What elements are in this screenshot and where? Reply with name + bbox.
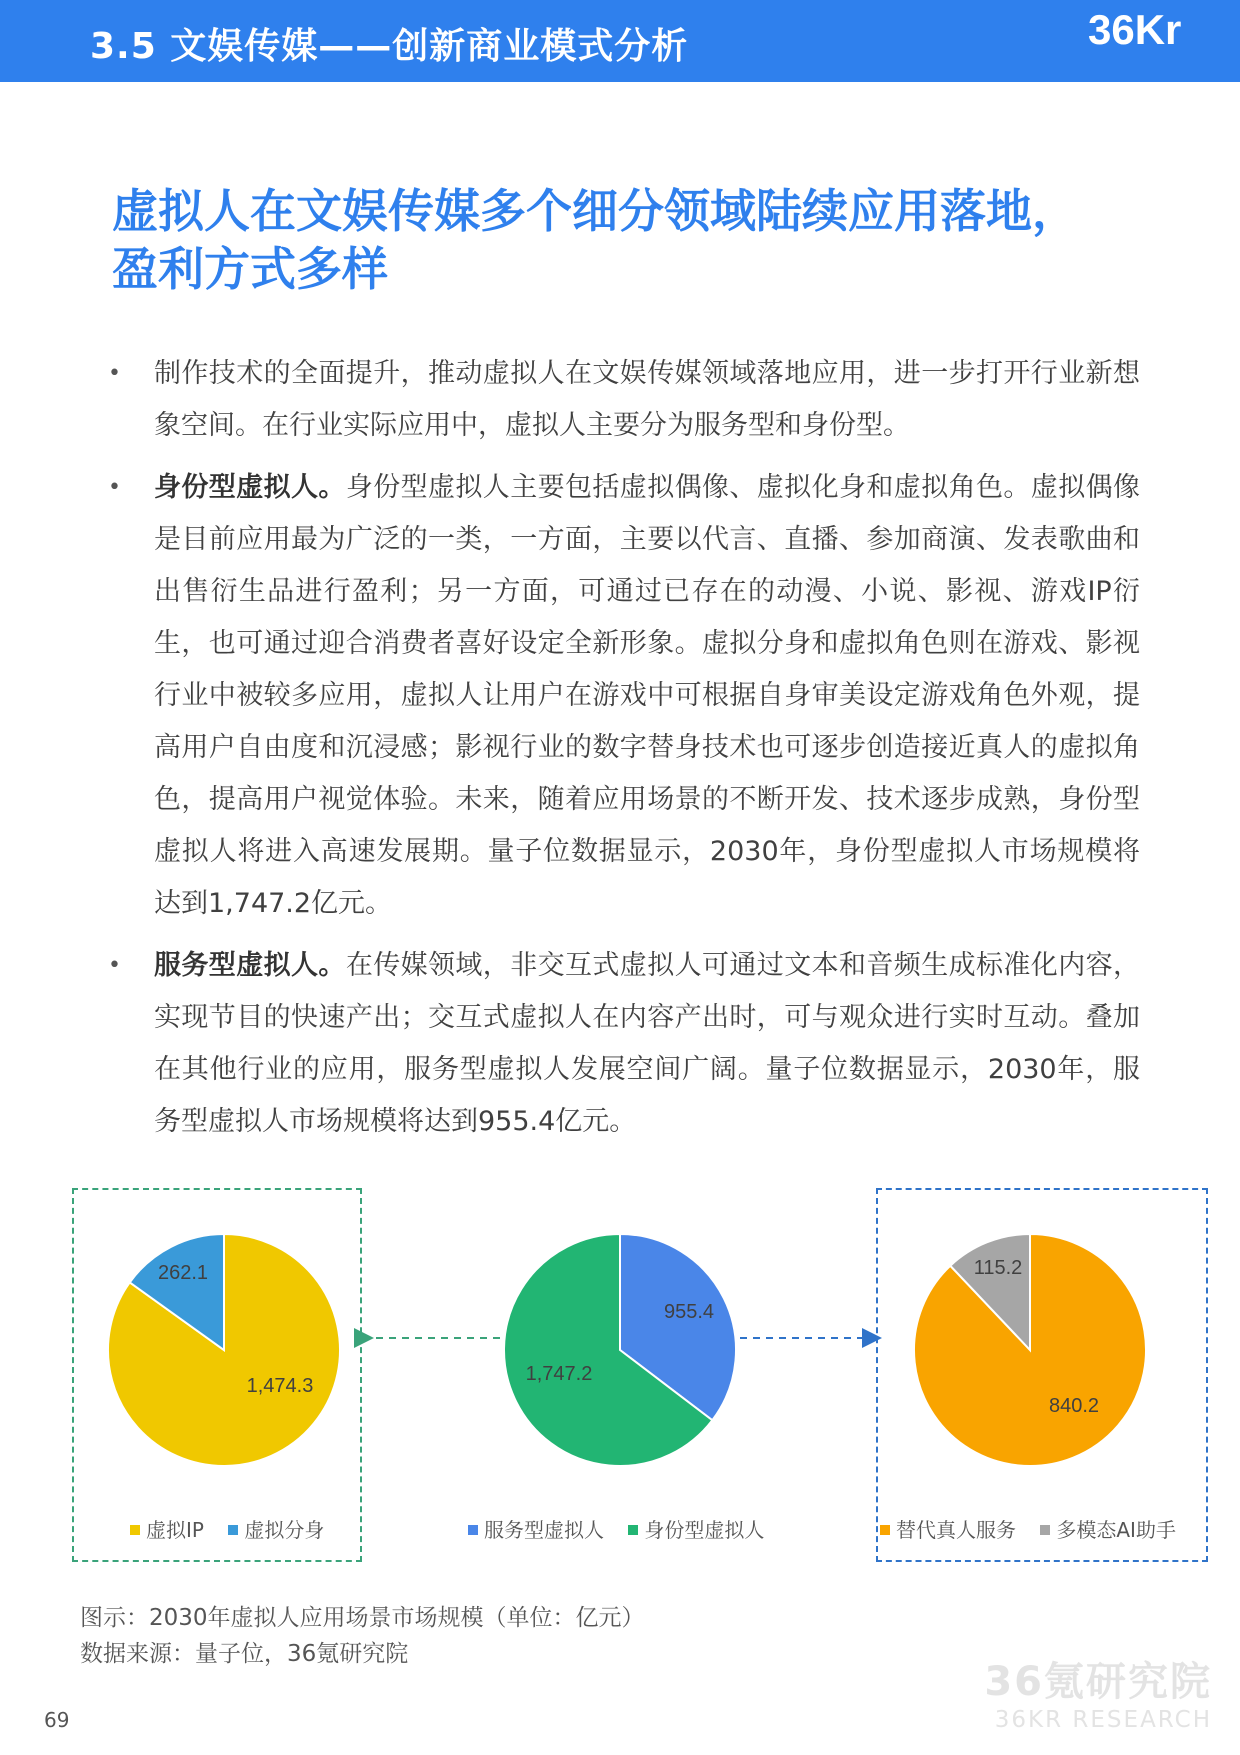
watermark-title: 36氪研究院 [984,1659,1212,1705]
watermark-subtitle: 36KR RESEARCH [994,1707,1212,1733]
section-title: 3.5 文娱传媒——创新商业模式分析 [90,26,689,67]
legend-item [880,1518,1016,1542]
bullet-dot-icon: • [108,361,121,386]
pie-data-label-1-1: 1,747.2 [525,1363,593,1385]
legend-swatch [228,1525,238,1535]
bullet-bold: 身份型虚拟人。 [154,472,346,503]
legend-item [1040,1518,1176,1542]
legend-swatch [130,1525,140,1535]
legend-item [628,1518,764,1542]
bullet-dot-icon: • [108,953,121,978]
legend-swatch [628,1525,638,1535]
logo-text: 36Kr [1088,6,1182,53]
page-number: 69 [44,1708,70,1732]
bullet-dot-icon: • [108,475,121,500]
legend-swatch [880,1525,890,1535]
legend-left [130,1514,342,1543]
legend-label: 多模态AI助手 [1056,1518,1176,1542]
headline-line-2: 盈利方式多样 [112,242,388,296]
bullet-text: 身份型虚拟人主要包括虚拟偶像、虚拟化身和虚拟角色。虚拟偶像是目前应用最为广泛的一类，一方面，主要以代言、直播、参加商演、发表歌曲和出售衍生品进行盈利；另一方面，可通过已存在的动漫、小说、影视、游戏IP衍生，也可通过迎合消费者喜好设定全新形象。虚拟分身和虚拟角色则在游戏、影视行业中被较多应用，虚拟人让用户在游戏中可根据自身审美设定游戏角色外观，提高用户自由度和沉浸感；影视行业的数字替身技术也可逐步创造接近真人的虚拟角色，提高用户视觉体验。未来，随着应用场景的不断开发、技术逐步成熟，身份型虚拟人将进入高速发展期。量子位数据显示，2030年，身份型虚拟人市场规模将达到1,747.2亿元。 [154,472,1141,919]
legend-item [228,1518,324,1542]
legend-swatch [468,1525,478,1535]
caption-source: 数据来源：量子位，36氪研究院 [80,1641,409,1667]
legend-label: 替代真人服务 [896,1518,1016,1542]
watermark [984,1650,1212,1733]
bullet-text: 在传媒领域，非交互式虚拟人可通过文本和音频生成标准化内容，实现节目的快速产出；交互式虚拟人在内容产出时，可与观众进行实时互动。叠加在其他行业的应用，服务型虚拟人发展空间广阔。量子位数据显示，2030年，服务型虚拟人市场规模将达到955.4亿元。 [154,950,1141,1137]
pie-data-label-2-0: 840.2 [1048,1395,1100,1417]
headline-line-1: 虚拟人在文娱传媒多个细分领域陆续应用落地， [112,184,1078,238]
legend-center [468,1514,782,1543]
pie-data-label-1-0: 955.4 [663,1301,715,1323]
legend-label: 虚拟IP [146,1518,204,1542]
legend-label: 虚拟分身 [244,1518,325,1542]
bullet-text: 制作技术的全面提升，推动虚拟人在文娱传媒领域落地应用，进一步打开行业新想象空间。在行业实际应用中，虚拟人主要分为服务型和身份型。 [154,358,1140,441]
pie-data-label-0-0: 1,474.3 [246,1375,314,1397]
pie-data-label-2-1: 115.2 [973,1257,1023,1279]
legend-label: 身份型虚拟人 [644,1518,765,1542]
pie-data-label-0-1: 262.1 [157,1262,209,1284]
legend-swatch [1040,1525,1050,1535]
legend-right [880,1514,1194,1543]
legend-item [468,1518,604,1542]
legend-label: 服务型虚拟人 [484,1518,604,1542]
legend-item [130,1518,204,1542]
caption-title: 图示：2030年虚拟人应用场景市场规模（单位：亿元） [80,1605,645,1631]
bullet-bold: 服务型虚拟人。 [154,950,346,981]
figure-caption [80,1600,645,1672]
